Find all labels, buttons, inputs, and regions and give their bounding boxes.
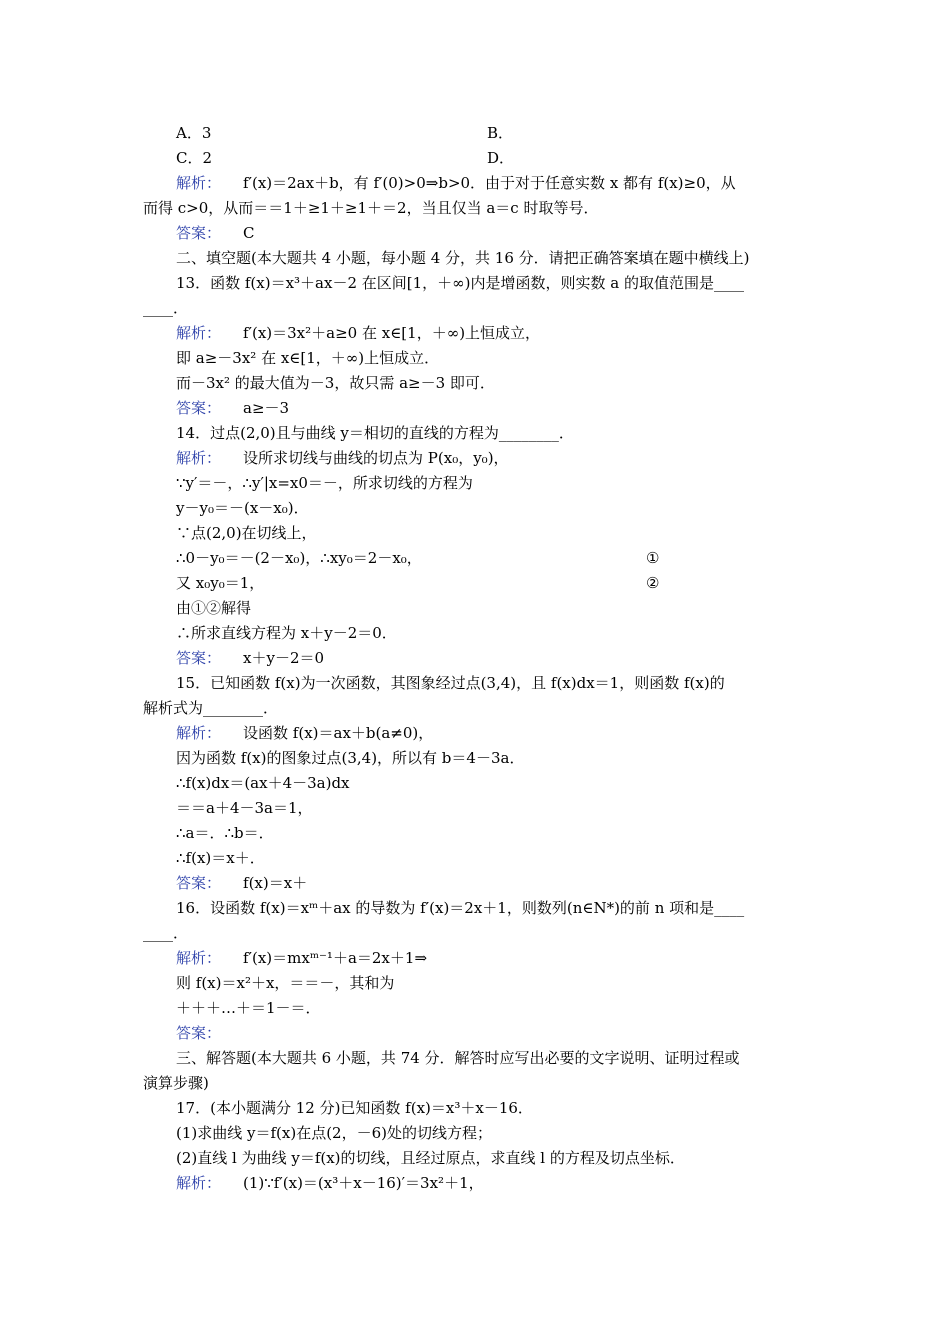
solution-line: 解析： f′(x)＝mxᵐ⁻¹＋a＝2x＋1⇒ bbox=[176, 949, 428, 967]
option-d: D． bbox=[487, 149, 515, 167]
solution-label: 解析： bbox=[176, 724, 222, 742]
text-line: 演算步骤) bbox=[143, 1074, 209, 1092]
answer-label: 答案： bbox=[176, 649, 222, 667]
answer-line: 答案： f(x)＝x＋ bbox=[176, 874, 308, 892]
answer-label: 答案： bbox=[176, 874, 222, 892]
section-heading: 二、填空题(本大题共 4 小题，每小题 4 分，共 16 分．请把正确答案填在题中横线上) bbox=[176, 249, 750, 267]
text-line: ∴f(x)dx＝(ax＋4－3a)dx bbox=[176, 774, 350, 792]
question-16: 16．设函数 f(x)＝xᵐ＋ax 的导数为 f′(x)＝2x＋1，则数列(n∈N*)的前 n 项和是____ bbox=[176, 899, 745, 917]
solution-label: 解析： bbox=[176, 449, 222, 467]
text-line: ∴0－y₀＝－(2－x₀)，∴xy₀＝2－x₀， bbox=[176, 549, 422, 567]
question-14: 14．过点(2,0)且与曲线 y＝相切的直线的方程为________． bbox=[176, 424, 574, 442]
section-heading: 三、解答题(本大题共 6 小题，共 74 分．解答时应写出必要的文字说明、证明过程或 bbox=[176, 1049, 740, 1067]
answer-line: 答案： a≥－3 bbox=[176, 399, 290, 417]
equation-marker-two: ② bbox=[646, 574, 660, 592]
text-line: 由①②解得 bbox=[176, 599, 252, 617]
text-line: ∵点(2,0)在切线上， bbox=[176, 524, 317, 542]
text-line: 即 a≥－3x² 在 x∈[1，＋∞)上恒成立． bbox=[176, 349, 440, 367]
text-line: ∴a＝．∴b＝． bbox=[176, 824, 274, 842]
text-line: 因为函数 f(x)的图象过点(3,4)，所以有 b＝4－3a． bbox=[176, 749, 525, 767]
option-b: B． bbox=[487, 124, 514, 142]
text-line: 而得 c>0，从而＝＝1＋≥1＋≥1＋＝2，当且仅当 a＝c 时取等号． bbox=[143, 199, 599, 217]
text-line: 而－3x² 的最大值为－3，故只需 a≥－3 即可． bbox=[176, 374, 495, 392]
solution-line: 解析： 设函数 f(x)＝ax＋b(a≠0)， bbox=[176, 724, 434, 742]
text-line: 又 x₀y₀＝1， bbox=[176, 574, 265, 592]
text-line: ____． bbox=[143, 299, 189, 317]
text-line: (2)直线 l 为曲线 y＝f(x)的切线，且经过原点，求直线 l 的方程及切点坐标． bbox=[176, 1149, 685, 1167]
text-line: ∴所求直线方程为 x＋y－2＝0． bbox=[176, 624, 397, 642]
answer-line: 答案： C bbox=[176, 224, 255, 242]
text-line: ____． bbox=[143, 924, 189, 942]
text-line: ＋＋＋…＋＝1－＝． bbox=[176, 999, 321, 1017]
solution-label: 解析： bbox=[176, 1174, 222, 1192]
solution-label: 解析： bbox=[176, 324, 222, 342]
text-line: ∴f(x)＝x＋． bbox=[176, 849, 265, 867]
solution-line: 解析： (1)∵f′(x)＝(x³＋x－16)′＝3x²＋1， bbox=[176, 1174, 484, 1192]
question-15: 15．已知函数 f(x)为一次函数，其图象经过点(3,4)，且 f(x)dx＝1，则函数 f(x)的 bbox=[176, 674, 725, 692]
text-line: 解析式为________． bbox=[143, 699, 279, 717]
text-line: y－y₀＝－(x－x₀)． bbox=[176, 499, 309, 517]
text-line: 则 f(x)＝x²＋x，＝＝－，其和为 bbox=[176, 974, 395, 992]
option-c: C．2 bbox=[176, 149, 213, 167]
answer-line bbox=[176, 1023, 243, 1043]
answer-line: 答案： x＋y－2＝0 bbox=[176, 649, 325, 667]
solution-line: 解析： 设所求切线与曲线的切点为 P(x₀，y₀)， bbox=[176, 449, 509, 467]
text-line: ∵y′＝－，∴y′|x=x0＝－，所求切线的方程为 bbox=[176, 474, 473, 492]
answer-label: 答案： bbox=[176, 224, 222, 242]
option-a: A．3 bbox=[176, 124, 212, 142]
question-17: 17．(本小题满分 12 分)已知函数 f(x)＝x³＋x－16． bbox=[176, 1099, 533, 1117]
text-line: ＝＝a＋4－3a＝1， bbox=[176, 799, 313, 817]
text-line: (1)求曲线 y＝f(x)在点(2，－6)处的切线方程； bbox=[176, 1124, 492, 1142]
question-13: 13．函数 f(x)＝x³＋ax－2 在区间[1，＋∞)内是增函数，则实数 a 的取值范围是____ bbox=[176, 274, 744, 292]
solution-line: 解析： f′(x)＝2ax＋b，有 f′(0)>0⇒b>0．由于对于任意实数 x 都有 f(x)≥0，从 bbox=[176, 174, 736, 192]
solution-line: 解析： f′(x)＝3x²＋a≥0 在 x∈[1，＋∞)上恒成立， bbox=[176, 324, 541, 342]
answer-label: 答案： bbox=[176, 1024, 222, 1042]
equation-marker-one: ① bbox=[646, 549, 660, 567]
solution-label: 解析： bbox=[176, 174, 222, 192]
solution-label: 解析： bbox=[176, 949, 222, 967]
answer-label: 答案： bbox=[176, 399, 222, 417]
